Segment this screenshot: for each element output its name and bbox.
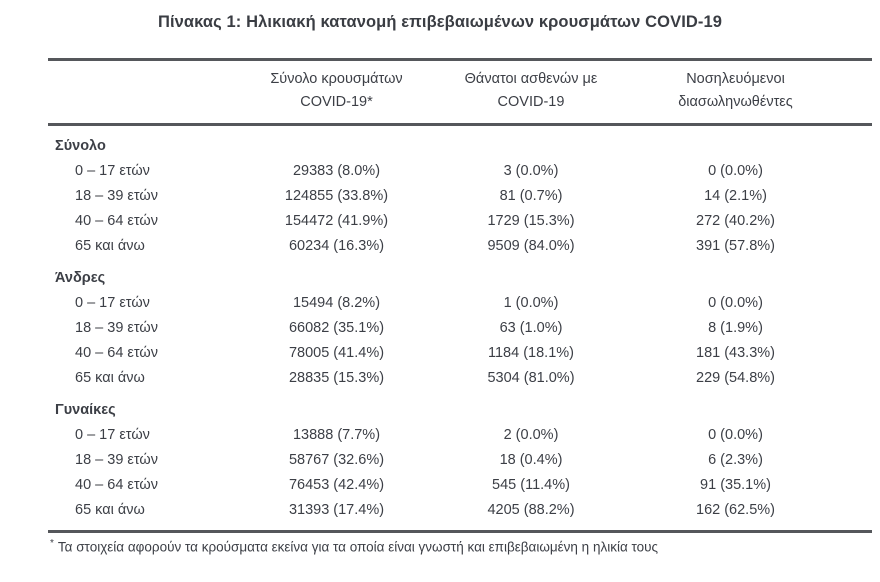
age-label: 18 – 39 ετών [75, 187, 158, 204]
age-label: 0 – 17 ετών [75, 294, 150, 311]
age-label: 18 – 39 ετών [75, 451, 158, 468]
cases-value: 60234 (16.3%) [288, 237, 385, 254]
intubated-value: 0 (0.0%) [708, 162, 763, 179]
cases-value: 66082 (35.1%) [288, 319, 385, 336]
cases-value: 28835 (15.3%) [288, 369, 385, 386]
cases-value: 31393 (17.4%) [288, 501, 385, 518]
deaths-value: 2 (0.0%) [503, 426, 559, 443]
deaths-value: 4205 (88.2%) [487, 501, 575, 518]
header-deaths [433, 68, 629, 114]
header-deaths-line2: COVID-19 [497, 94, 565, 110]
deaths-value: 81 (0.7%) [499, 187, 563, 204]
table-row [48, 183, 872, 208]
footnote-text: Τα στοιχεία αφορούν τα κρούσματα εκείνα για τα οποία είναι γνωστή και επιβεβαιωμένη η ηλικία τους [57, 539, 659, 555]
age-label: 40 – 64 ετών [75, 476, 158, 493]
intubated-value: 391 (57.8%) [696, 237, 775, 254]
footnote-asterisk: * [50, 538, 54, 549]
deaths-value: 63 (1.0%) [499, 319, 563, 336]
cases-value: 15494 (8.2%) [292, 294, 381, 311]
intubated-value: 14 (2.1%) [704, 187, 767, 204]
deaths-value: 1729 (15.3%) [487, 212, 575, 229]
spacer [48, 522, 872, 530]
age-label: 18 – 39 ετών [75, 319, 158, 336]
header-total-cases [240, 68, 433, 114]
deaths-value: 545 (11.4%) [492, 476, 570, 493]
table-row [48, 290, 872, 315]
table-row [48, 158, 872, 183]
intubated-value: 0 (0.0%) [708, 426, 763, 443]
age-label: 65 και άνω [75, 237, 145, 254]
header-total-cases-line1: Σύνολο κρουσμάτων [270, 71, 403, 87]
table-row [48, 447, 872, 472]
table-row [48, 315, 872, 340]
age-label: 40 – 64 ετών [75, 212, 158, 229]
age-label: 65 και άνω [75, 369, 145, 386]
deaths-value: 5304 (81.0%) [487, 369, 575, 386]
age-label: 0 – 17 ετών [75, 162, 150, 179]
intubated-value: 0 (0.0%) [708, 294, 763, 311]
age-label: 0 – 17 ετών [75, 426, 150, 443]
age-label: 40 – 64 ετών [75, 344, 158, 361]
table-footnote [48, 530, 872, 555]
intubated-value: 6 (2.3%) [708, 451, 763, 468]
table-row [48, 208, 872, 233]
cases-value: 124855 (33.8%) [284, 187, 389, 204]
intubated-value: 91 (35.1%) [700, 476, 771, 493]
header-intubated [629, 68, 872, 114]
deaths-value: 18 (0.4%) [499, 451, 563, 468]
table-row [48, 365, 872, 390]
intubated-value: 162 (62.5%) [696, 501, 775, 518]
group-label-total: Σύνολο [55, 137, 106, 154]
cases-value: 154472 (41.9%) [284, 212, 389, 229]
cases-value: 58767 (32.6%) [288, 451, 385, 468]
group-label-men: Άνδρες [55, 269, 106, 286]
deaths-value: 1 (0.0%) [503, 294, 559, 311]
table-row [48, 497, 872, 522]
table-title: Πίνακας 1: Ηλικιακή κατανομή επιβεβαιωμένων κρουσμάτων COVID-19 [157, 13, 723, 31]
intubated-value: 229 (54.8%) [696, 369, 775, 386]
intubated-value: 272 (40.2%) [696, 212, 775, 229]
table-header-row [48, 58, 872, 126]
deaths-value: 3 (0.0%) [503, 162, 559, 179]
age-label: 65 και άνω [75, 501, 145, 518]
cases-value: 29383 (8.0%) [292, 162, 381, 179]
table-row [48, 340, 872, 365]
intubated-value: 8 (1.9%) [708, 319, 763, 336]
header-deaths-line1: Θάνατοι ασθενών με [464, 71, 598, 87]
deaths-value: 9509 (84.0%) [487, 237, 575, 254]
cases-value: 13888 (7.7%) [292, 426, 381, 443]
deaths-value: 1184 (18.1%) [488, 344, 574, 361]
table-row [48, 422, 872, 447]
intubated-value: 181 (43.3%) [696, 344, 775, 361]
header-intubated-line2: διασωληνωθέντες [678, 94, 793, 110]
group-label-women: Γυναίκες [55, 401, 116, 418]
header-intubated-line1: Νοσηλευόμενοι [686, 71, 785, 87]
table-row [48, 233, 872, 258]
covid-age-distribution-table [48, 58, 872, 555]
cases-value: 76453 (42.4%) [288, 476, 385, 493]
cases-value: 78005 (41.4%) [288, 344, 385, 361]
header-total-cases-line2: COVID-19* [300, 94, 373, 110]
table-row [48, 472, 872, 497]
